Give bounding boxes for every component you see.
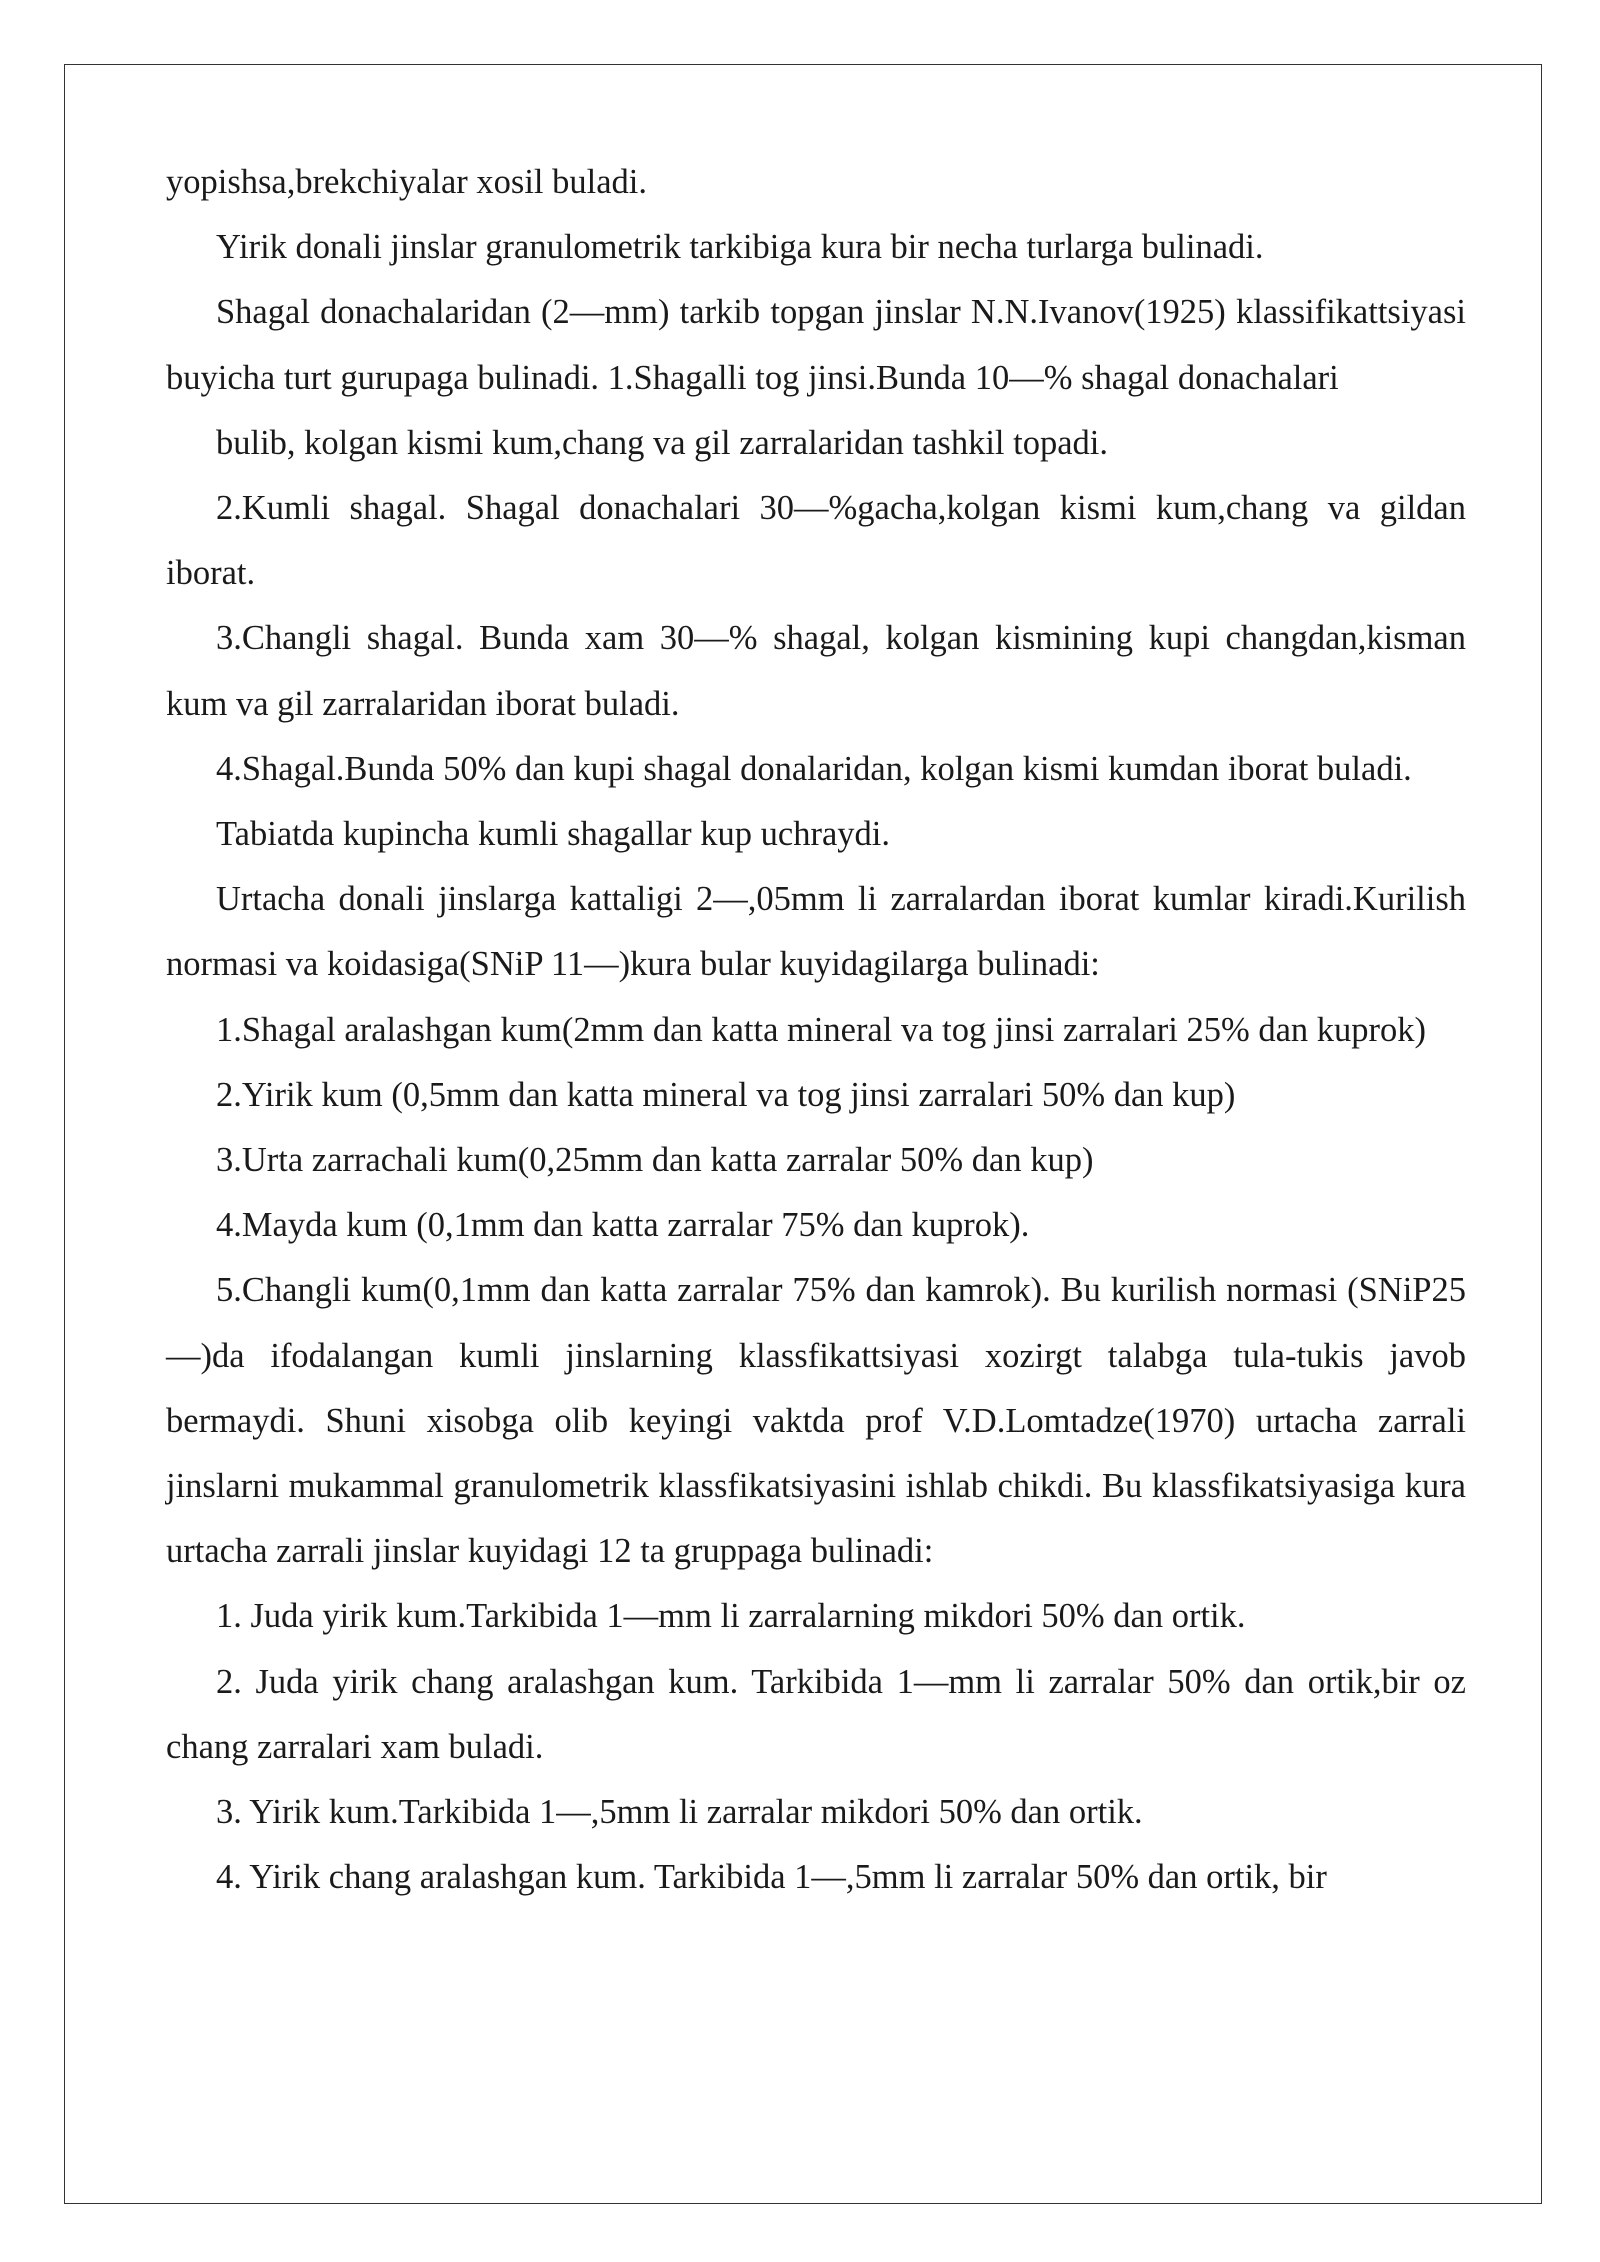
paragraph: 5.Changli kum(0,1mm dan katta zarralar 75% dan kamrok). Bu kurilish normasi (SNiP25—)da ifodalangan kumli jinslarning klassfikattsiyasi xozirgt talabga tula-tukis javob bermaydi. Shuni xisobga olib keyingi vaktda prof V.D.Lomtadze(1970) urtacha zarrali jinslarni mukammal granulometrik klassfikatsiyasini ishlab chikdi. Bu klassfikatsiyasiga kura urtacha zarrali jinslar kuyidagi 12 ta gruppaga bulinadi: [166, 1271, 1466, 1571]
paragraph: 2.Kumli shagal. Shagal donachalari 30—%gacha,kolgan kismi kum,chang va gildan iborat. [166, 489, 1466, 593]
paragraph: 1. Juda yirik kum.Tarkibida 1—mm li zarralarning mikdori 50% dan ortik. [216, 1597, 1246, 1636]
paragraph: 2. Juda yirik chang aralashgan kum. Tarkibida 1—mm li zarralar 50% dan ortik,bir oz chang zarralari xam buladi. [166, 1662, 1466, 1766]
paragraph: 2.Yirik kum (0,5mm dan katta mineral va tog jinsi zarralari 50% dan kup) [216, 1075, 1236, 1114]
paragraph: 3.Urta zarrachali kum(0,25mm dan katta zarralar 50% dan kup) [216, 1141, 1094, 1180]
paragraph: yopishsa,brekchiyalar xosil buladi. [166, 163, 647, 201]
paragraph: 3. Yirik kum.Tarkibida 1—,5mm li zarralar mikdori 50% dan ortik. [216, 1793, 1143, 1832]
paragraph: Tabiatda kupincha kumli shagallar kup uchraydi. [216, 815, 890, 854]
paragraph: 4.Shagal.Bunda 50% dan kupi shagal donalaridan, kolgan kismi kumdan iborat buladi. [216, 749, 1412, 788]
paragraph: 4. Yirik chang aralashgan kum. Tarkibida 1—,5mm li zarralar 50% dan ortik, bir [216, 1858, 1327, 1897]
paragraph: 1.Shagal aralashgan kum(2mm dan katta mineral va tog jinsi zarralari 25% dan kuprok) [216, 1010, 1426, 1049]
paragraph: Yirik donali jinslar granulometrik tarkibiga kura bir necha turlarga bulinadi. [216, 228, 1264, 267]
paragraph: 4.Mayda kum (0,1mm dan katta zarralar 75% dan kuprok). [216, 1206, 1030, 1245]
paragraph: bulib, kolgan kismi kum,chang va gil zarralaridan tashkil topadi. [216, 423, 1108, 462]
paragraph: Shagal donachalaridan (2—mm) tarkib topgan jinslar N.N.Ivanov(1925) klassifikattsiyasi buyicha turt gurupaga bulinadi. 1.Shagalli tog jinsi.Bunda 10—% shagal donachalari [166, 293, 1466, 397]
paragraph: 3.Changli shagal. Bunda xam 30—% shagal, kolgan kismining kupi changdan,kisman kum va gil zarralaridan iborat buladi. [166, 619, 1466, 723]
document-body [166, 150, 1466, 1910]
paragraph: Urtacha donali jinslarga kattaligi 2—,05mm li zarralardan iborat kumlar kiradi.Kurilish normasi va koidasiga(SNiP 11—)kura bular kuyidagilarga bulinadi: [166, 880, 1466, 984]
